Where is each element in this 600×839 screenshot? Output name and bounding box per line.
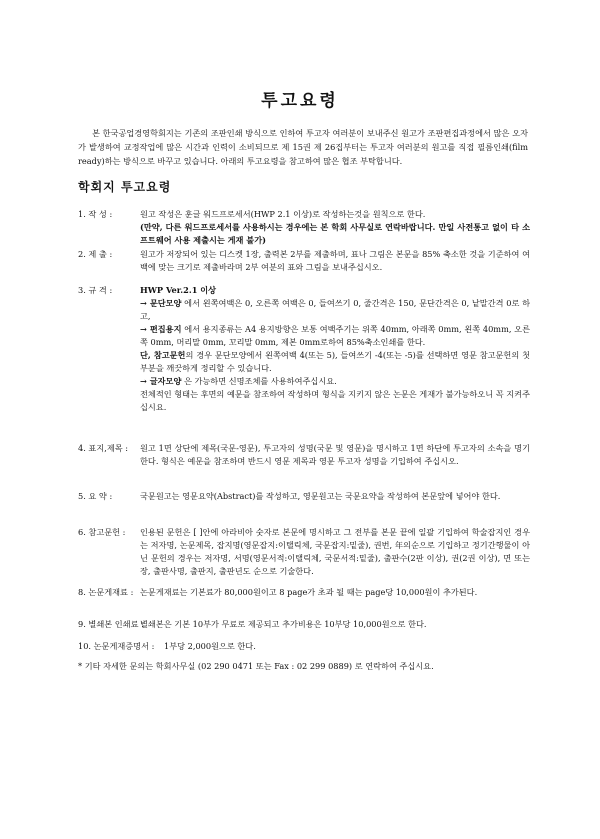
item-label: 9. 별쇄본 인쇄료 : bbox=[78, 619, 144, 629]
item-cover-title bbox=[78, 442, 530, 468]
format-references bbox=[140, 349, 530, 375]
format-page-setup-label: → 편집용지 bbox=[140, 324, 182, 334]
item-text: 인용된 문헌은 [ ]안에 아라비아 숫자로 본문에 명시하고 그 전부를 본문 끝에 일괄 기입하여 학술잡지인 경우는 저자명, 논문제목, 잡지명(영문잡지:이탤릭체, 국문잡지:밑줄), 권번, 年의순으로 기입하고 정기간행물이 아닌 문헌의 경우는 저자명, 서명(영문서적:이탤릭체, 국문서적:밑줄), 출판수(2판 이상), 권(2권 이상), 면 또는 장, 출판사명, 출판지, 출판년도 순으로 기술한다. bbox=[140, 527, 530, 576]
item-label: 3. 규 격 : bbox=[78, 285, 113, 295]
item-text: 국문원고는 영문요약(Abstract)를 작성하고, 영문원고는 국문요약을 작성하여 본문앞에 넣어야 한다. bbox=[140, 491, 501, 501]
format-paragraph-shape-text: 에서 왼쪽여백은 0, 오른쪽 여백은 0, 들여쓰기 0, 줄간격은 150, 문단간격은 0, 낱말간격 0로 하고, bbox=[140, 298, 530, 321]
format-font bbox=[140, 375, 530, 388]
item-text: 원고 1면 상단에 제목(국문-영문), 투고자의 성명(국문 및 영문)을 명시하고 1면 하단에 투고자의 소속을 명기한다. 형식은 예문을 참조하며 반드시 영문 제목과 영문 투고자 성명을 기입하여 주십시오. bbox=[140, 443, 530, 466]
intro-paragraph: 본 한국공업경영학회지는 기존의 조판인쇄 방식으로 인하여 투고자 여러분이 보내주신 원고가 조판편집과정에서 많은 오자가 발생하여 교정작업에 많은 시간과 인력이 소비되므로 제 15권 제 26집부터는 투고자 여러분의 원고를 직접 필름인쇄(film ready)하는 방식으로 바꾸고 있습니다. 아래의 투고요령을 참고하여 많은 협조 부탁합니다. bbox=[78, 128, 528, 166]
item-format bbox=[78, 284, 530, 414]
format-font-label: → 글자모양 bbox=[140, 376, 182, 386]
item-label: 5. 요 약 : bbox=[78, 491, 113, 501]
item-text: 별쇄본은 기본 10부가 무료로 제공되고 추가비용은 10부당 10,000원으로 한다. bbox=[140, 619, 427, 629]
format-references-label: 단, 참고문헌 bbox=[140, 350, 186, 360]
item-label: 8. 논문게재료 : bbox=[78, 587, 134, 597]
item-label: 10. 논문게재증명서 : bbox=[78, 641, 155, 651]
item-references bbox=[78, 526, 530, 578]
item-note: (만약, 다른 워드프로세서를 사용하시는 경우에는 본 학회 사무실로 연락바랍니다. 만일 사전통고 없이 타 소프트웨어 사용 제출시는 게재 불가) bbox=[140, 222, 530, 245]
item-text: 원고가 저장되어 있는 디스켓 1장, 출력본 2부를 제출하며, 표나 그림은 본문을 85% 축소한 것을 기준하여 여백에 맞는 크기로 제출바라며 2부 여분의 표와 그림을 보내주십시오. bbox=[140, 249, 530, 272]
item-text: 논문게재료는 기본료가 80,000원이고 8 page가 초과 될 때는 page당 10,000원이 추가된다. bbox=[140, 587, 478, 597]
format-overall: 전체적인 형태는 후면의 예문을 참조하여 작성하며 형식을 지키지 않은 논문은 게재가 불가능하오니 꼭 지켜주십시요. bbox=[140, 389, 530, 412]
contact-note: * 기타 자세한 문의는 학회사무실 (02 290 0471 또는 Fax : 02 299 0889) 로 연락하여 주십시요. bbox=[78, 661, 434, 671]
section-title: 학회지 투고요령 bbox=[78, 180, 172, 194]
page-title: 투고요령 bbox=[261, 91, 339, 111]
item-submission bbox=[78, 248, 530, 274]
item-certificate bbox=[78, 640, 530, 653]
item-publication-fee bbox=[78, 586, 530, 599]
format-page-setup bbox=[140, 323, 530, 349]
format-font-text: 은 가능하면 신명조체를 사용하여주십시요. bbox=[181, 376, 337, 386]
format-paragraph-shape bbox=[140, 297, 530, 323]
format-paragraph-shape-label: → 문단모양 bbox=[140, 298, 182, 308]
item-label: 4. 표지,제목 : bbox=[78, 443, 129, 453]
format-page-setup-text: 에서 용지종류는 A4 용지방향은 보통 여백주기는 위쪽 40mm, 아래쪽 0mm, 왼쪽 40mm, 오른쪽 0mm, 머리말 0mm, 꼬리말 0mm, 제본 0mm로하여 85%축소인쇄를 한다. bbox=[140, 324, 530, 347]
format-heading: HWP Ver.2.1 이상 bbox=[140, 285, 217, 295]
item-text: 원고 작성은 훈글 워드프로세서(HWP 2.1 이상)로 작성하는것을 원칙으로 한다. bbox=[140, 209, 426, 219]
item-text: 1부당 2,000원으로 한다. bbox=[164, 641, 256, 651]
item-label: 1. 작 성 : bbox=[78, 209, 113, 219]
item-abstract bbox=[78, 490, 530, 503]
item-writing bbox=[78, 208, 530, 247]
item-label: 6. 참고문헌 : bbox=[78, 527, 126, 537]
item-label: 2. 제 출 : bbox=[78, 249, 113, 259]
item-offprint-fee bbox=[78, 618, 530, 631]
format-references-text: 의 경우 문단모양에서 왼쪽여백 4(또는 5), 들여쓰기 -4(또는 -5)를 선택하면 영문 참고문헌의 첫부분을 깨끗하게 정리할 수 있습니다. bbox=[140, 350, 530, 373]
